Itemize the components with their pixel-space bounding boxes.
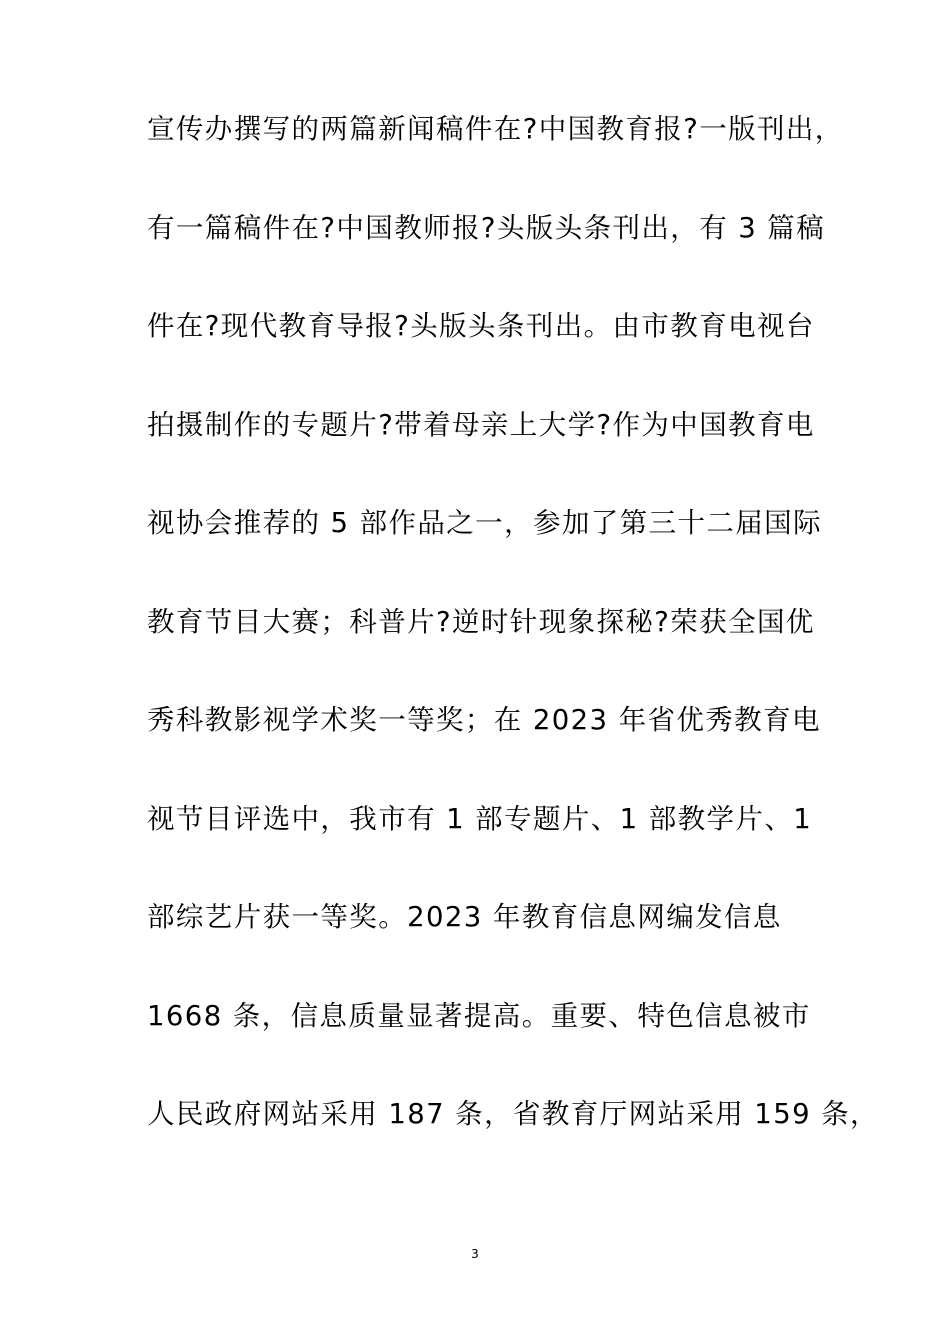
text-line: 视节目评选中，我市有 1 部专题片、1 部教学片、1 <box>147 802 813 835</box>
text-line: 教育节目大赛；科普片?逆时针现象探秘?荣获全国优 <box>147 605 815 638</box>
text-line: 视协会推荐的 5 部作品之一，参加了第三十二届国际 <box>147 507 822 539</box>
body-paragraph <box>147 108 879 1192</box>
text-line: 件在?现代教育导报?头版头条刊出。由市教育电视台 <box>147 310 815 342</box>
text-line: 部综艺片获一等奖。2023 年教育信息网编发信息 <box>147 901 782 933</box>
page-number: 3 <box>471 1247 479 1261</box>
text-line: 拍摄制作的专题片?带着母亲上大学?作为中国教育电 <box>147 408 815 441</box>
text-line: 宣传办撰写的两篇新闻稿件在?中国教育报?一版刊出， <box>147 113 844 145</box>
text-line: 有一篇稿件在?中国教师报?头版头条刊出，有 3 篇稿 <box>147 211 826 244</box>
text-line: 人民政府网站采用 187 条，省教育厅网站采用 159 条， <box>147 1098 879 1130</box>
text-line: 1668 条，信息质量显著提高。重要、特色信息被市 <box>147 999 811 1032</box>
text-line: 秀科教影视学术奖一等奖；在 2023 年省优秀教育电 <box>147 704 821 736</box>
